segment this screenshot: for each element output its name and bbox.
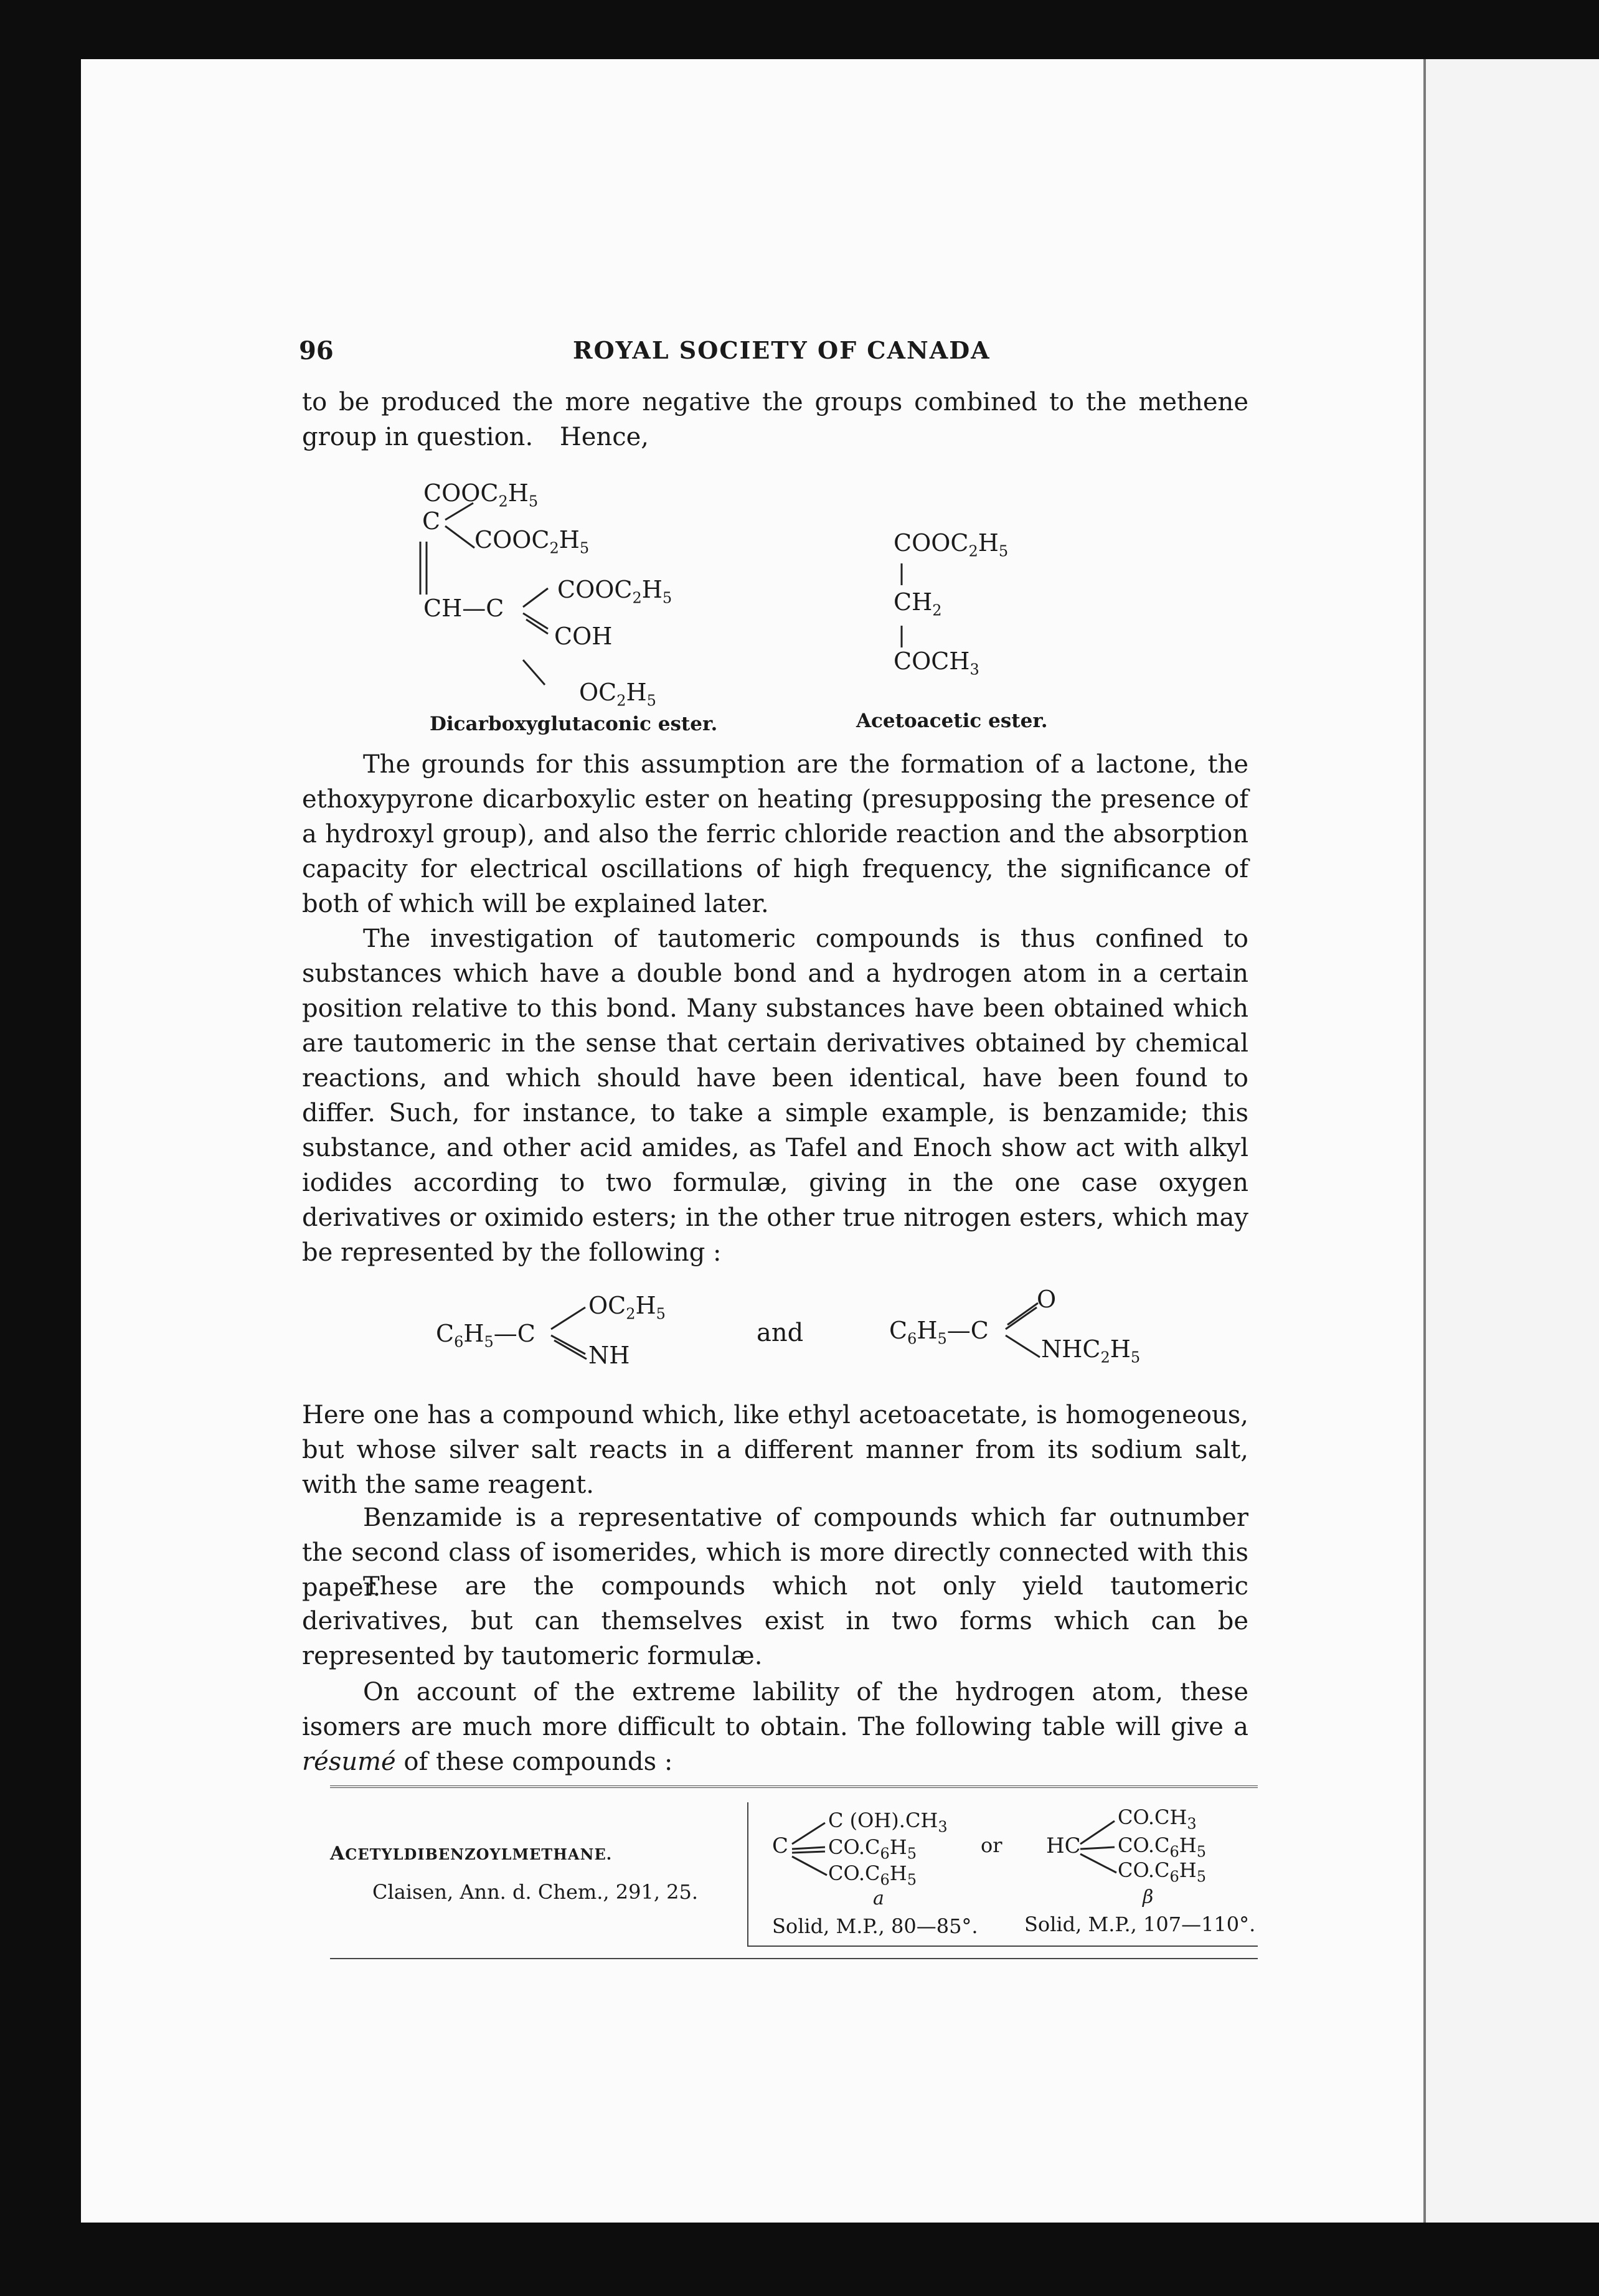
benz-left-top-hsub: 5	[656, 1305, 666, 1323]
beta-mid-h: H	[1179, 1833, 1197, 1857]
compound-rest: CETYLDIBENZOYLMETHANE.	[345, 1845, 613, 1863]
formula1-coh: COH	[554, 623, 613, 650]
benz-left-top-h: H	[635, 1292, 656, 1319]
benz-right-bottom-a: NHC	[1041, 1335, 1101, 1363]
benz-left-h: H	[463, 1320, 484, 1347]
beta-top	[1118, 1805, 1197, 1832]
beta-bot-h: H	[1179, 1858, 1197, 1882]
facing-page	[1426, 59, 1599, 2223]
formula2-caption: Acetoacetic ester.	[856, 710, 1048, 732]
benzamide-right-bottom	[1041, 1335, 1140, 1367]
formula1-oc-sub: 2	[616, 692, 626, 710]
formula1-r1-a: COOC	[423, 479, 499, 507]
benz-right-h: H	[917, 1317, 938, 1344]
formula1-r2-a: COOC	[474, 526, 550, 553]
paragraph-1	[302, 385, 1248, 454]
formula1-r1-h: H	[507, 479, 529, 507]
formula1-r3-h: H	[641, 576, 663, 603]
alpha-bot-sub: 6	[880, 1871, 890, 1889]
alpha-bot	[828, 1861, 917, 1888]
formula1-r2-h: H	[559, 526, 580, 553]
beta-bot-sub: 6	[1169, 1868, 1179, 1886]
formula2-l1-hsub: 5	[998, 542, 1009, 560]
beta-top-a: CO.CH	[1118, 1805, 1187, 1829]
hence-text: Hence,	[559, 423, 649, 451]
alpha-bot-a: CO.C	[828, 1861, 880, 1885]
beta-bot-hsub: 5	[1196, 1868, 1206, 1886]
benz-right-bottom-hsub: 5	[1130, 1348, 1141, 1367]
alpha-mid-hsub: 5	[907, 1845, 917, 1863]
running-title: ROYAL SOCIETY OF CANADA	[573, 336, 991, 364]
paragraph-7-italic: résumé	[302, 1748, 396, 1776]
formula2-line2	[894, 588, 942, 619]
formula1-c-top: C	[422, 507, 441, 535]
formula1-oc	[579, 679, 656, 710]
paragraph-3: The investigation of tautomeric compounds is thus confined to substances which have a double bond and a hydrogen atom in a certain position relative to this bond. Many substances have been obtained which are tautomeric in the sense that certain derivatives obtained by chemical reactions, and which should have been identical, have been found to differ. Such, for instance, to take a simple example, is benzamide; this substance, and other acid amides, as Tafel and Enoch show act with alkyl iodides according to two formulæ, giving in the one case oxygen derivatives or oximido esters; in the other true nitrogen esters, which may be represented by the following :	[302, 925, 1248, 1267]
beta-mid-sub: 6	[1169, 1843, 1179, 1861]
benzamide-left-bottom: NH	[588, 1342, 630, 1369]
paragraph-2: The grounds for this assumption are the formation of a lactone, the ethoxypyrone dicarboxylic ester on heating (presupposing the presence of a hydroxyl group), and also the ferric chloride reaction and the absorption capacity for electrical oscillations of high frequency, the significance of both of which will be explained later.	[302, 750, 1248, 918]
paragraph-1-line-2	[302, 420, 1248, 454]
alpha-top	[828, 1809, 948, 1835]
paragraph-1-line-2-text: group in question.	[302, 423, 534, 451]
table-compound-name	[330, 1843, 612, 1865]
beta-hc: HC	[1046, 1833, 1081, 1858]
table-bottom-rule	[330, 1958, 1258, 1959]
formula1-oc-h: H	[626, 679, 647, 706]
beta-bot-a: CO.C	[1118, 1858, 1170, 1882]
benz-right-bottom-h: H	[1110, 1335, 1131, 1363]
page-header	[299, 336, 1264, 374]
alpha-bot-hsub: 5	[907, 1871, 917, 1889]
alpha-mid	[828, 1835, 917, 1862]
paragraph-1-line-1: to be produced the more negative the groups combined to the methene	[302, 388, 1248, 416]
formula2-l2-sub: 2	[932, 601, 942, 619]
alpha-c: C	[772, 1833, 789, 1858]
beta-mid	[1118, 1833, 1206, 1860]
table-mid-rule	[747, 1945, 1258, 1947]
benzamide-right-top: O	[1037, 1286, 1057, 1313]
benz-right-h-sub: 5	[937, 1330, 947, 1348]
alpha-mid-a: CO.C	[828, 1835, 880, 1859]
benz-left-c: C	[436, 1320, 455, 1347]
formula1-oc-hsub: 5	[646, 692, 656, 710]
formula1-oc-a: OC	[579, 679, 617, 706]
paragraph-7	[302, 1675, 1248, 1779]
benz-left-h-sub: 5	[484, 1333, 494, 1351]
alpha-mid-sub: 6	[880, 1845, 890, 1863]
formula2-l3-a: COCH	[894, 647, 970, 675]
paragraph-4: Here one has a compound which, like ethyl acetoacetate, is homogeneous, but whose silver salt reacts in a different manner from its sodium salt, with the same reagent.	[302, 1401, 1248, 1499]
benz-left-top-a: OC	[588, 1292, 626, 1319]
alpha-mid-h: H	[889, 1835, 907, 1859]
beta-property: Solid, M.P., 107—110°.	[1024, 1913, 1256, 1936]
table-top-rule	[330, 1786, 1258, 1788]
formula1-r2-sub: 2	[549, 539, 559, 557]
beta-top-sub: 3	[1187, 1815, 1197, 1833]
formula2-line1	[894, 529, 1008, 560]
beta-mid-a: CO.C	[1118, 1833, 1170, 1857]
alpha-top-sub: 3	[938, 1818, 948, 1836]
formula1-r1	[423, 479, 538, 510]
formula1-ch-c: CH—C	[423, 595, 504, 622]
page-number: 96	[299, 336, 334, 365]
compound-initial: A	[330, 1843, 346, 1865]
benzamide-left-base	[436, 1320, 535, 1351]
formula1-r3-sub: 2	[632, 589, 642, 607]
paragraph-6: These are the compounds which not only yield tautomeric derivatives, but can themselves exist in two forms which can be represented by tautomeric formulæ.	[302, 1572, 1248, 1670]
alpha-top-a: C (OH).CH	[828, 1809, 938, 1832]
benz-right-dash: —C	[946, 1317, 989, 1344]
formula2-l1-h: H	[978, 529, 999, 557]
alpha-bot-h: H	[889, 1861, 907, 1885]
formula2-l3-sub: 3	[969, 661, 979, 679]
formula1-r3-a: COOC	[557, 576, 633, 603]
paragraph-7-text-b: of these compounds :	[395, 1748, 673, 1776]
beta-label: β	[1143, 1886, 1154, 1908]
benz-right-c: C	[889, 1317, 908, 1344]
table-or: or	[981, 1833, 1002, 1857]
formula1-r3	[557, 576, 672, 607]
paragraph-7-text-a: On account of the extreme lability of the hydrogen atom, these isomers are much more difficult to obtain. The following table will give a	[302, 1678, 1248, 1741]
benzamide-left-top	[588, 1292, 666, 1323]
benz-left-c-sub: 6	[454, 1333, 464, 1351]
table-reference: Claisen, Ann. d. Chem., 291, 25.	[372, 1880, 699, 1904]
benz-left-top-sub: 2	[626, 1305, 636, 1323]
formula1-caption: Dicarboxyglutaconic ester.	[430, 713, 718, 735]
table-column-divider	[747, 1802, 748, 1945]
alpha-label: a	[873, 1888, 884, 1909]
formula1-r2	[474, 526, 589, 557]
paragraph-5: Benzamide is a representative of compounds which far outnumber the second class of isomerides, which is more directly connected with this paper.	[302, 1503, 1248, 1602]
benzamide-right-base	[889, 1317, 989, 1348]
formula2-line3	[894, 647, 979, 679]
formula1-r3-hsub: 5	[662, 589, 672, 607]
benzamide-and: and	[757, 1319, 804, 1347]
formula2-l1-sub: 2	[968, 542, 978, 560]
benz-right-bottom-sub: 2	[1100, 1348, 1110, 1367]
benz-left-dash: —C	[493, 1320, 535, 1347]
formula1-r1-sub: 2	[498, 492, 508, 510]
beta-bot	[1118, 1858, 1206, 1885]
formula2-l2-a: CH	[894, 588, 933, 616]
formula1-r2-hsub: 5	[579, 539, 590, 557]
formula2-l1-a: COOC	[894, 529, 969, 557]
beta-mid-hsub: 5	[1196, 1843, 1206, 1861]
benz-right-c-sub: 6	[907, 1330, 917, 1348]
formula1-r1-hsub: 5	[528, 492, 539, 510]
alpha-property: Solid, M.P., 80—85°.	[772, 1914, 978, 1938]
